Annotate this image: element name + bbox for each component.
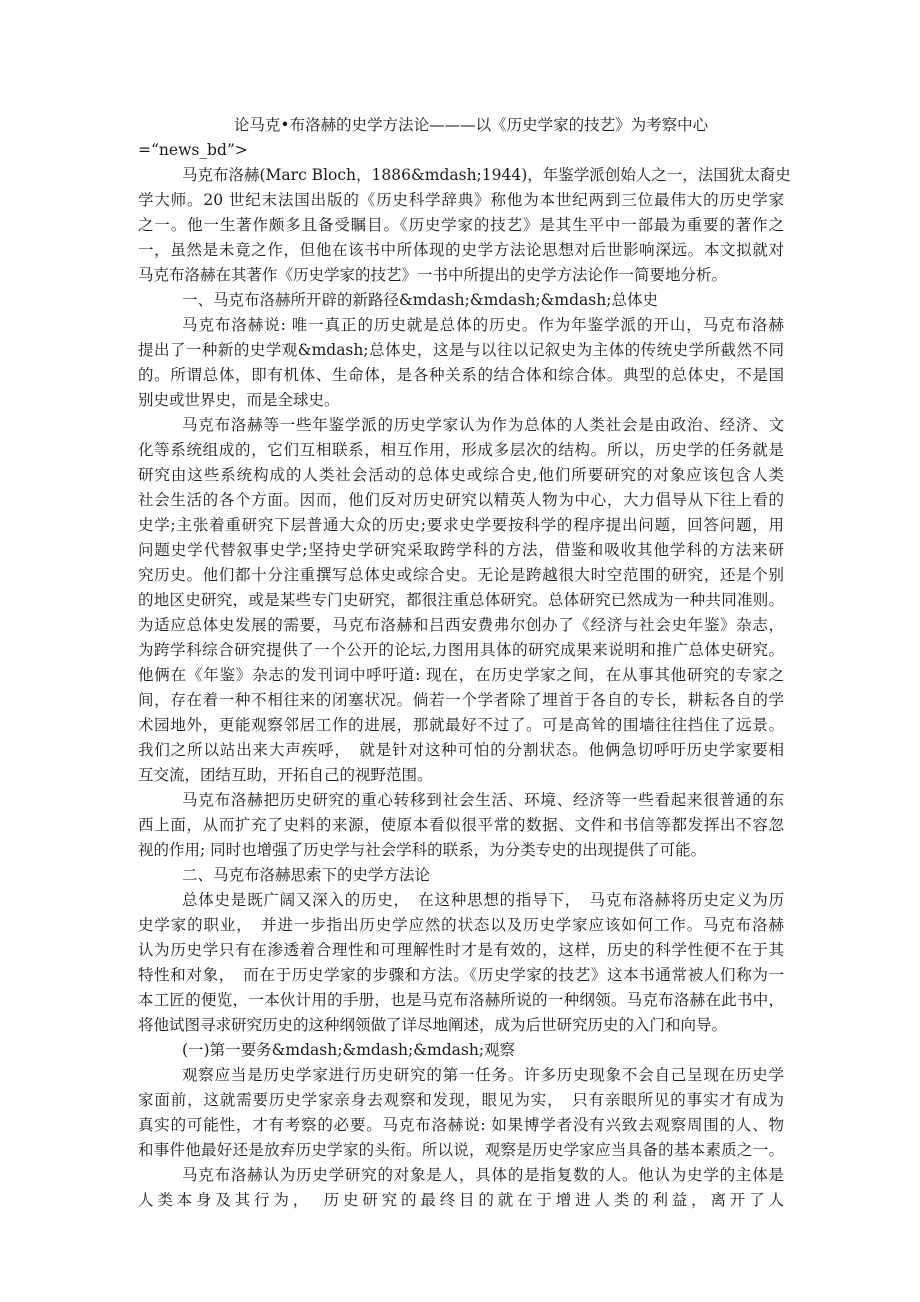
document-page	[138, 113, 791, 1213]
paragraph-line: 究历史。他们都十分注重撰写总体史或综合史。无论是跨越很大时空范围的研究，还是个别	[138, 566, 784, 584]
paragraph-line: 马克布洛赫说: 唯一真正的历史就是总体的历史。作为年鉴学派的开山，马克布洛赫	[182, 316, 784, 334]
paragraph-line: 为跨学科综合研究提供了一个公开的论坛,力图用具体的研究成果来说明和推广总体史研究。	[138, 641, 784, 659]
section-heading: (一)第一要务&mdash;&mdash;&mdash;观察	[182, 1041, 516, 1059]
paragraph-line: 史学;主张着重研究下层普通大众的历史;要求史学要按科学的程序提出问题，回答问题，用	[138, 516, 784, 534]
paragraph-line: 社会生活的各个方面。因而，他们反对历史研究以精英人物为中心，大力倡导从下往上看的	[138, 491, 784, 509]
paragraph-line: 观察应当是历史学家进行历史研究的第一任务。许多历史现象不会自己呈现在历史学	[182, 1066, 784, 1084]
paragraph-line: 人类本身及其行为， 历史研究的最终目的就在于增进人类的利益，离开了人	[138, 1191, 784, 1209]
section-heading: 一、马克布洛赫所开辟的新路径&mdash;&mdash;&mdash;总体史	[182, 291, 658, 309]
paragraph-line: 马克布洛赫在其著作《历史学家的技艺》一书中所提出的史学方法论作一简要地分析。	[138, 266, 728, 284]
paragraph-line: 和事件他最好还是放弃历史学家的头衔。所以说，观察是历史学家应当具备的基本素质之一。	[138, 1141, 784, 1159]
paragraph-line: 术园地外，更能观察邻居工作的进展，那就最好不过了。可是高耸的围墙往往挡住了远景。	[138, 716, 784, 734]
paragraph-line: 别史或世界史，而是全球史。	[138, 391, 340, 409]
paragraph-line: 将他试图寻求研究历史的这种纲领做了详尽地阐述，成为后世研究历史的入门和向导。	[138, 1016, 728, 1034]
paragraph-line: 一，虽然是未竟之作，但他在该书中所体现的史学方法论思想对后世影响深远。本文拟就对	[138, 241, 784, 259]
paragraph-line: 之一。他一生著作颇多且备受瞩目。《历史学家的技艺》是其生平中一部最为重要的著作之	[138, 216, 784, 234]
paragraph-line: 认为历史学只有在渗透着合理性和可理解性时才是有效的，这样，历史的科学性便不在于其	[138, 941, 784, 959]
paragraph-line: 真实的可能性，才有考察的必要。马克布洛赫说: 如果博学者没有兴致去观察周围的人、物	[138, 1116, 784, 1134]
paragraph-line: 学大师。20 世纪末法国出版的《历史科学辞典》称他为本世纪两到三位最伟大的历史学家	[138, 191, 784, 209]
paragraph-line: 为适应总体史发展的需要，马克布洛赫和吕西安费弗尔创办了《经济与社会史年鉴》杂志，	[138, 616, 784, 634]
paragraph-line: 我们之所以站出来大声疾呼， 就是针对这种可怕的分割状态。他俩急切呼吁历史学家要相	[138, 741, 784, 759]
paragraph-line: 马克布洛赫(Marc Bloch，1886&mdash;1944)，年鉴学派创始人之一，法国犹太裔史	[182, 166, 791, 184]
paragraph-line: 史学家的职业， 并进一步指出历史学应然的状态以及历史学家应该如何工作。马克布洛赫	[138, 916, 784, 934]
paragraph-line: 他俩在《年鉴》杂志的发刊词中呼吁道: 现在，在历史学家之间，在从事其他研究的专家之	[138, 666, 784, 684]
paragraph-line: 研究由这些系统构成的人类社会活动的总体史或综合史,他们所要研究的对象应该包含人类	[138, 466, 784, 484]
paragraph-line: 问题史学代替叙事史学;坚持史学研究采取跨学科的方法，借鉴和吸收其他学科的方法来研	[138, 541, 784, 559]
section-heading: 二、马克布洛赫思索下的史学方法论	[182, 866, 431, 884]
paragraph-line: 马克布洛赫把历史研究的重心转移到社会生活、环境、经济等一些看起来很普通的东	[182, 791, 784, 809]
paragraph-line: 马克布洛赫认为历史学研究的对象是人，具体的是指复数的人。他认为史学的主体是	[182, 1166, 784, 1184]
paragraph-line: 互交流，团结互助，开拓自己的视野范围。	[138, 766, 433, 784]
paragraph-line: 西上面，从而扩充了史料的来源，使原本看似很平常的数据、文件和书信等都发挥出不容忽	[138, 816, 784, 834]
paragraph-line: 马克布洛赫等一些年鉴学派的历史学家认为作为总体的人类社会是由政治、经济、文	[182, 416, 784, 434]
paragraph-line: 化等系统组成的，它们互相联系，相互作用，形成多层次的结构。所以，历史学的任务就是	[138, 441, 784, 459]
paragraph-line: 提出了一种新的史学观&mdash;总体史，这是与以往以记叙史为主体的传统史学所截然不同	[138, 341, 784, 359]
paragraph-line: 本工匠的便览，一本伙计用的手册，也是马克布洛赫所说的一种纲领。马克布洛赫在此书中，	[138, 991, 784, 1009]
paragraph-line: 总体史是既广阔又深入的历史， 在这种思想的指导下， 马克布洛赫将历史定义为历	[182, 891, 784, 909]
paragraph-line: 的地区史研究，或是某些专门史研究，都很注重总体研究。总体研究已然成为一种共同准则。	[138, 591, 784, 609]
paragraph-line: 特性和对象， 而在于历史学家的步骤和方法。《历史学家的技艺》这本书通常被人们称为一	[138, 966, 784, 984]
document-title: 论马克•布洛赫的史学方法论———以《历史学家的技艺》为考察中心	[233, 116, 709, 134]
paragraph-line: 的。所谓总体，即有机体、生命体，是各种关系的结合体和综合体。典型的总体史，不是国	[138, 366, 784, 384]
document-body	[138, 163, 791, 1213]
paragraph-line: 间，存在着一种不相往来的闭塞状况。倘若一个学者除了埋首于各自的专长，耕耘各自的学	[138, 691, 784, 709]
paragraph-line: 家面前，这就需要历史学家亲身去观察和发现，眼见为实， 只有亲眼所见的事实才有成为	[138, 1091, 784, 1109]
paragraph-line: 视的作用; 同时也增强了历史学与社会学科的联系，为分类专史的出现提供了可能。	[138, 841, 707, 859]
stray-markup-text: =“news_bd”>	[138, 141, 248, 159]
